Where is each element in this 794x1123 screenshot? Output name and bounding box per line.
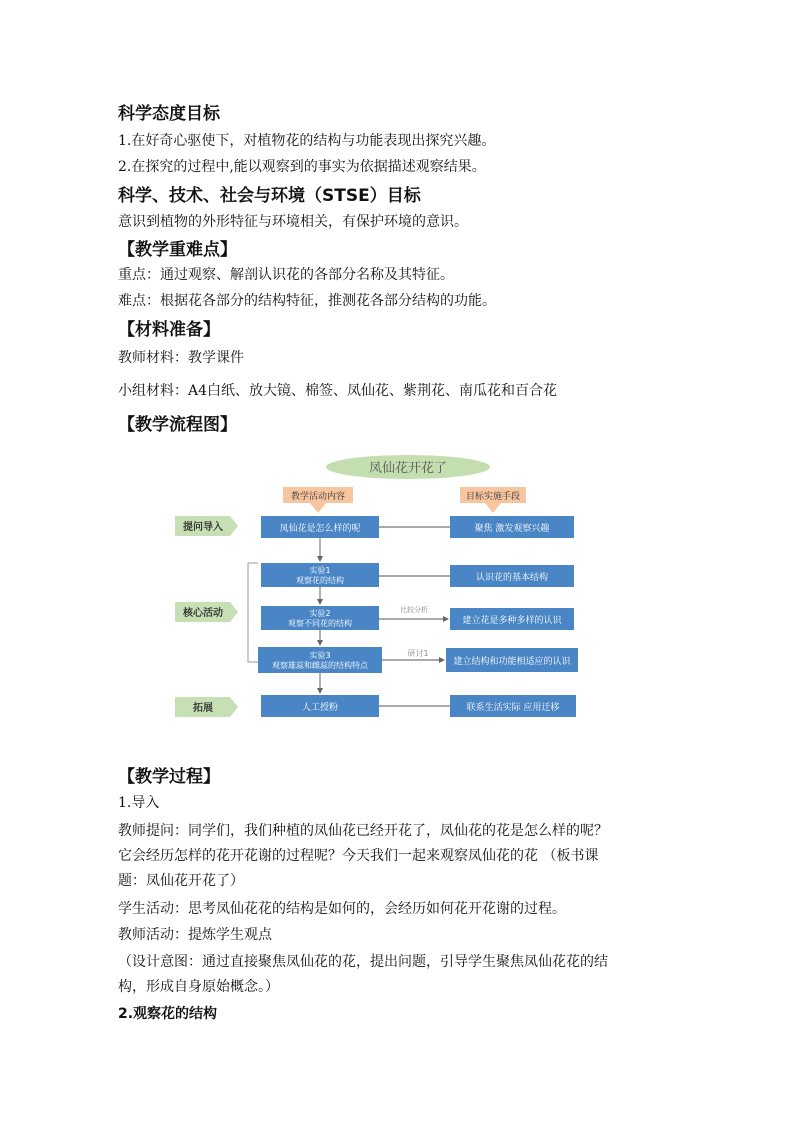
process-line-1: 教师提问：同学们，我们种植的凤仙花已经开花了，凤仙花的花是怎么样的呢？ bbox=[118, 823, 608, 839]
section-heading-process: 【教学过程】 bbox=[118, 767, 220, 787]
box-exp1-line1: 实验1 bbox=[309, 566, 331, 575]
col-left-arrow bbox=[310, 503, 326, 513]
process-step2-title: 2.观察花的结构 bbox=[118, 1006, 218, 1022]
attitude-item-1: 1.在好奇心驱使下，对植物花的结构与功能表现出探究兴趣。 bbox=[118, 133, 496, 149]
box-exp2-line1: 实验2 bbox=[309, 609, 331, 618]
box-ext-right-text: 联系生活实际 应用迁移 bbox=[466, 703, 560, 713]
process-design-intent-1: （设计意图：通过直接聚焦凤仙花的花，提出问题，引导学生聚焦凤仙花花的结 bbox=[118, 954, 608, 970]
box-exp3-line2: 观察雄蕊和雌蕊的结构特点 bbox=[272, 661, 368, 670]
process-line-5: 教师活动：提炼学生观点 bbox=[118, 927, 272, 943]
box-intro-text: 凤仙花是怎么样的呢 bbox=[279, 524, 361, 534]
note-discuss: 研讨1 bbox=[407, 649, 429, 658]
stage-intro-label: 提问导入 bbox=[183, 522, 223, 533]
box-exp1-line2: 观察花的结构 bbox=[296, 576, 344, 585]
process-line-4: 学生活动：思考凤仙花花的结构是如何的，会经历如何花开花谢的过程。 bbox=[118, 901, 566, 917]
section-heading-key-points: 【教学重难点】 bbox=[118, 240, 237, 260]
stse-text: 意识到植物的外形特征与环境相关，有保护环境的意识。 bbox=[118, 214, 468, 230]
difficult-point-text: 难点：根据花各部分的结构特征，推测花各部分结构的功能。 bbox=[118, 293, 496, 309]
process-line-3: 题：凤仙花开花了） bbox=[118, 873, 244, 889]
key-point-text: 重点：通过观察、解剖认识花的各部分名称及其特征。 bbox=[118, 267, 454, 283]
stage-ext-label: 拓展 bbox=[193, 703, 213, 714]
box-exp3-line1: 实验3 bbox=[309, 651, 331, 660]
col-left-label: 教学活动内容 bbox=[290, 492, 346, 502]
section-heading-stse: 科学、技术、社会与环境（STSE）目标 bbox=[118, 186, 421, 206]
core-bracket bbox=[248, 563, 258, 662]
teacher-materials: 教师材料：教学课件 bbox=[118, 350, 244, 366]
note-compare: 比较分析 bbox=[400, 606, 428, 614]
box-exp1-right-text: 认识花的基本结构 bbox=[475, 573, 549, 583]
box-exp2-right-text: 建立花是多种多样的认识 bbox=[462, 616, 562, 626]
box-exp3-right-text: 建立结构和功能相适应的认识 bbox=[453, 657, 571, 667]
stage-core-label: 核心活动 bbox=[183, 608, 223, 619]
process-design-intent-2: 构，形成自身原始概念。） bbox=[118, 979, 279, 995]
process-step1-title: 1.导入 bbox=[118, 795, 160, 811]
box-exp2-line2: 观察不同花的结构 bbox=[288, 619, 352, 628]
section-heading-flowchart: 【教学流程图】 bbox=[118, 415, 237, 435]
col-right-label: 目标实施手段 bbox=[465, 492, 521, 502]
attitude-item-2: 2.在探究的过程中,能以观察到的事实为依据描述观察结果。 bbox=[118, 159, 486, 175]
process-line-2: 它会经历怎样的花开花谢的过程呢？今天我们一起来观察凤仙花的花 （板书课 bbox=[118, 848, 599, 864]
section-heading-materials: 【材料准备】 bbox=[118, 320, 220, 340]
group-materials: 小组材料：A4白纸、放大镜、棉签、凤仙花、紫荆花、南瓜花和百合花 bbox=[118, 383, 558, 399]
flow-title: 凤仙花开花了 bbox=[368, 461, 448, 476]
box-intro-right-text: 聚焦 激发观察兴趣 bbox=[474, 524, 550, 534]
col-right-arrow bbox=[485, 503, 501, 513]
section-heading-attitude: 科学态度目标 bbox=[118, 104, 220, 124]
box-ext-text: 人工授粉 bbox=[301, 703, 339, 713]
